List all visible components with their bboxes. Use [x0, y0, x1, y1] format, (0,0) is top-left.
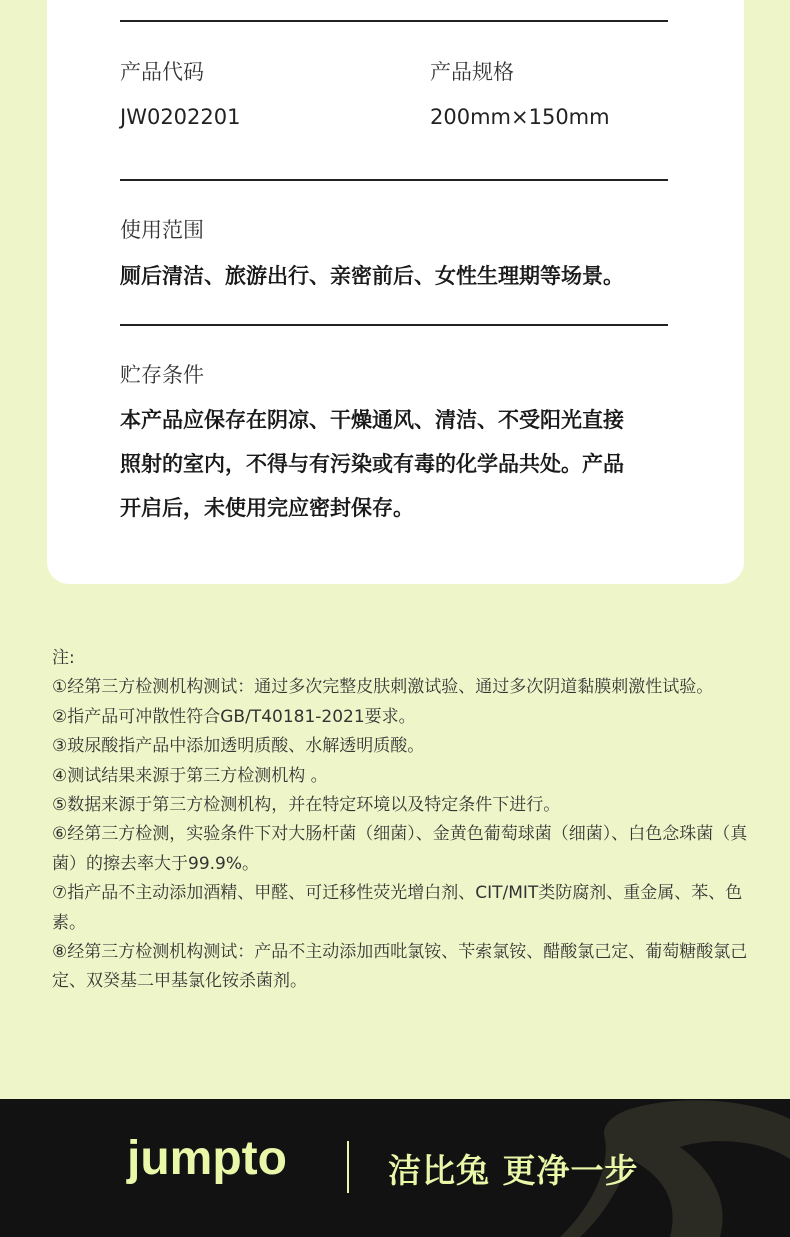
storage-line: 开启后，未使用完应密封保存。 [120, 496, 414, 520]
storage-text [120, 398, 680, 530]
note-item: ④测试结果来源于第三方检测机构 。 [52, 765, 328, 786]
product-size-label: 产品规格 [430, 60, 514, 84]
divider-line [120, 324, 668, 326]
divider-line [120, 20, 668, 22]
product-code-value: JW0202201 [120, 105, 241, 129]
product-code-label: 产品代码 [120, 60, 204, 84]
product-size-value: 200mm×150mm [430, 105, 610, 129]
note-item: ⑥经第三方检测，实验条件下对大肠杆菌（细菌）、金黄色葡萄球菌（细菌）、白色念珠菌（真菌）的擦去率大于99.9%。 [52, 824, 748, 874]
note-item: ⑦指产品不主动添加酒精、甲醛、可迁移性荧光增白剂、CIT/MIT类防腐剂、重金属、苯、色素。 [52, 883, 743, 933]
notes-title: 注: [52, 648, 75, 668]
note-item: ②指产品可冲散性符合GB/T40181-2021要求。 [52, 706, 416, 727]
footer-divider [347, 1141, 349, 1193]
storage-line: 本产品应保存在阴凉、干燥通风、清洁、不受阳光直接 [120, 408, 624, 432]
note-item: ⑤数据来源于第三方检测机构，并在特定环境以及特定条件下进行。 [52, 795, 561, 816]
note-item: ①经第三方检测机构测试：通过多次完整皮肤刺激试验、通过多次阴道黏膜刺激性试验。 [52, 677, 714, 698]
usage-value: 厕后清洁、旅游出行、亲密前后、女性生理期等场景。 [120, 264, 624, 288]
notes-section [52, 644, 752, 997]
divider-line [120, 179, 668, 181]
note-item: ⑧经第三方检测机构测试：产品不主动添加西吡氯铵、苄索氯铵、醋酸氯己定、葡萄糖酸氯己定、双癸基二甲基氯化铵杀菌剂。 [52, 942, 748, 992]
brand-slogan: 洁比兔 更净一步 [388, 1151, 639, 1190]
usage-label: 使用范围 [120, 218, 204, 242]
brand-logo: jumpto [127, 1132, 287, 1185]
storage-label: 贮存条件 [120, 363, 204, 387]
note-item: ③玻尿酸指产品中添加透明质酸、水解透明质酸。 [52, 736, 425, 757]
storage-line: 照射的室内，不得与有污染或有毒的化学品共处。产品 [120, 452, 624, 476]
footer-banner [0, 1099, 790, 1237]
